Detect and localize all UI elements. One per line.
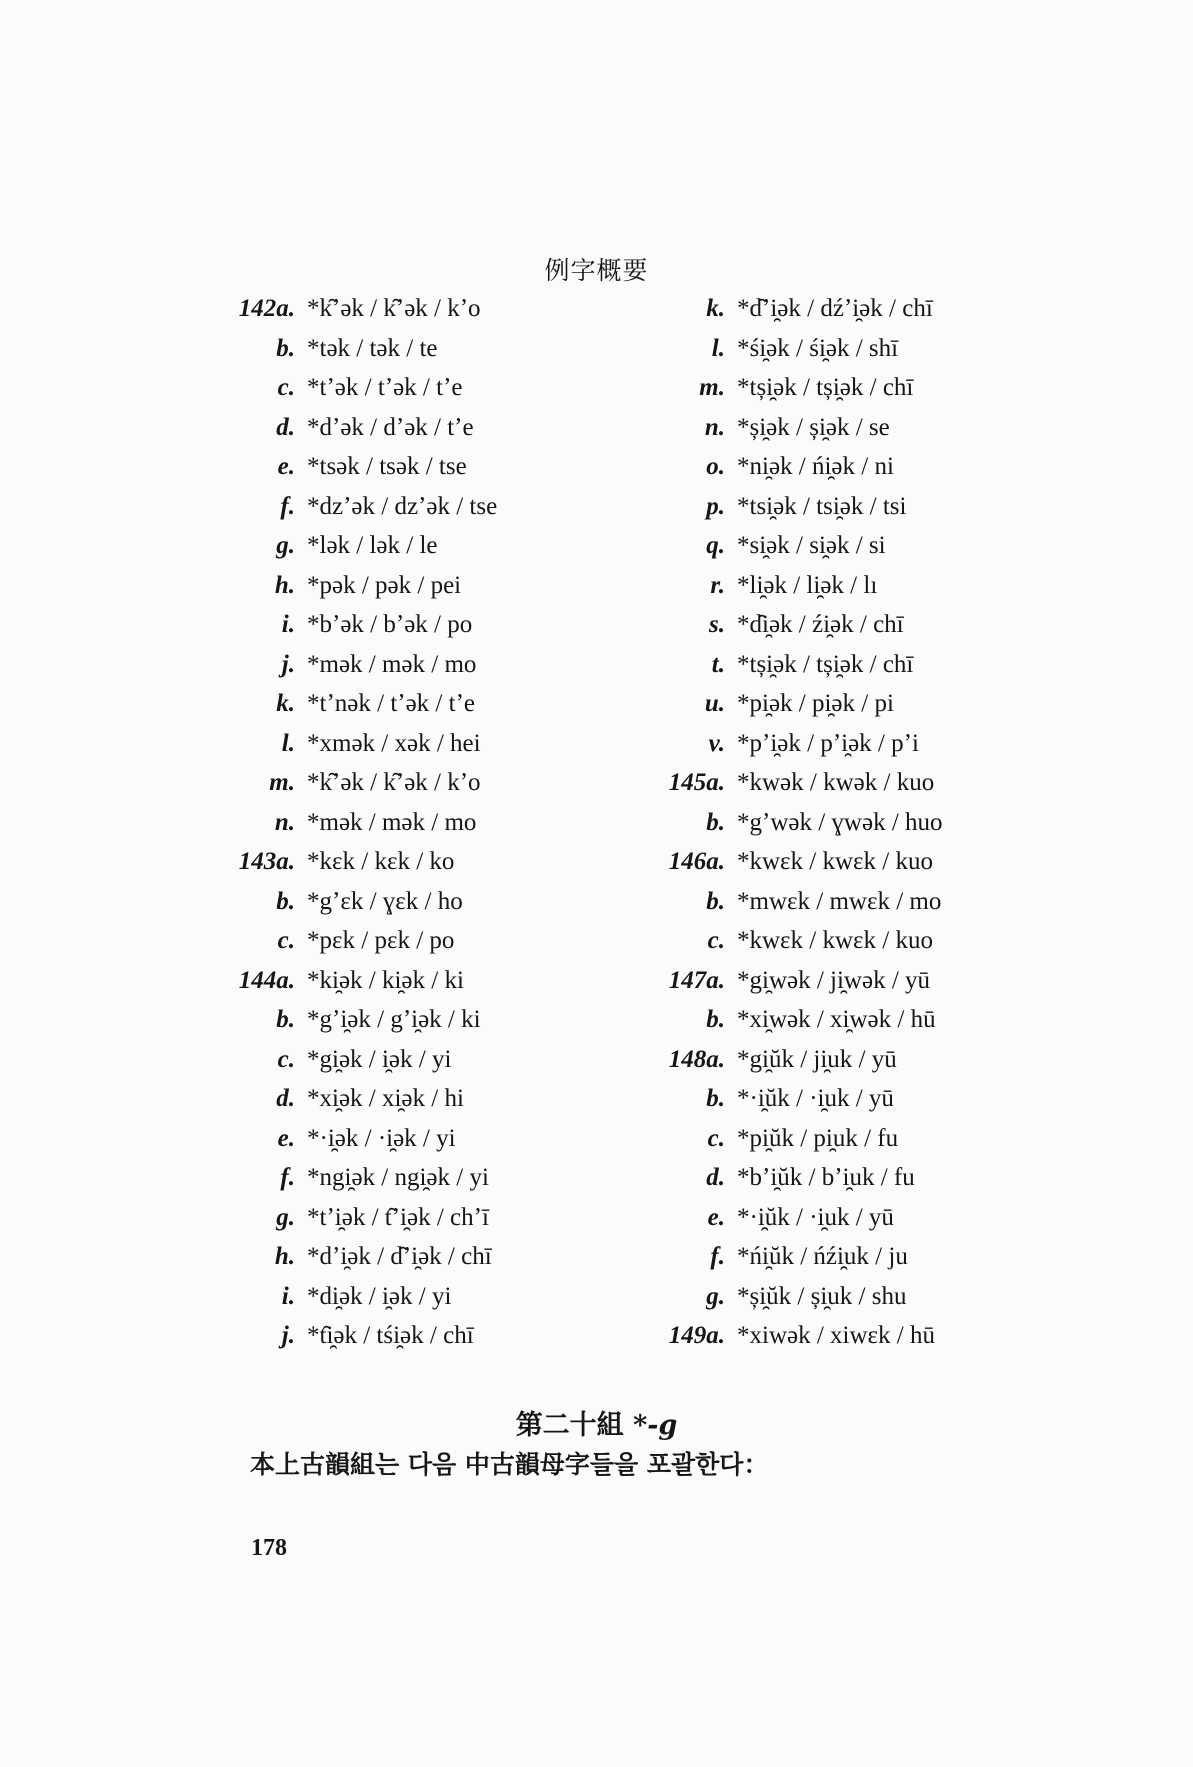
entry-label: k. — [706, 295, 725, 322]
entry-form: *mək / mək / mo — [307, 650, 477, 678]
entry-form: *·i̯ŭk / ·i̯uk / yū — [737, 1203, 894, 1231]
entry-row — [645, 644, 943, 684]
entry-form: *kwək / kwək / kuo — [737, 769, 935, 796]
entry-row — [215, 683, 497, 723]
entry-label: b. — [706, 1085, 725, 1112]
entry-form: *tʼnək / tʼək / tʼe — [307, 690, 475, 717]
entry-form: *mwɛk / mwɛk / mo — [737, 887, 942, 915]
entry-label: e. — [277, 453, 295, 480]
entry-label: b. — [276, 887, 295, 915]
entry-label: j. — [281, 1322, 295, 1349]
entry-row — [645, 1236, 943, 1276]
entry-row — [645, 762, 943, 802]
entry-form: *śi̯ək / śi̯ək / shī — [737, 334, 899, 362]
entry-row — [215, 920, 497, 960]
entry-row — [215, 1078, 497, 1118]
entry-label: c. — [277, 927, 295, 954]
entry-form: *gi̯ək / i̯ək / yi — [307, 1045, 452, 1073]
entry-row — [215, 644, 497, 684]
entry-form: *tși̯ək / tși̯ək / chī — [737, 650, 914, 678]
entry-label: u. — [704, 690, 725, 717]
entry-label: 144a. — [238, 966, 295, 994]
entry-row — [215, 288, 497, 328]
entry-form: *tsək / tsək / tse — [307, 453, 467, 480]
entry-row — [645, 920, 943, 960]
running-head: 例字概要 — [544, 256, 649, 285]
entry-row — [645, 1157, 943, 1197]
entry-form: *d̑i̯ək / źi̯ək / chī — [737, 611, 904, 638]
entry-column-left — [215, 288, 497, 1355]
entry-row — [215, 486, 497, 526]
entry-form: *xmək / xək / hei — [307, 729, 481, 757]
entry-form: *kwɛk / kwɛk / kuo — [737, 848, 933, 875]
entry-row — [645, 486, 943, 526]
entry-row — [215, 1157, 497, 1197]
entry-label: c. — [707, 1124, 725, 1152]
entry-label: f. — [280, 492, 295, 520]
entry-row — [215, 881, 497, 921]
entry-label: l. — [281, 729, 295, 757]
entry-label: n. — [704, 413, 725, 441]
entry-label: m. — [699, 374, 725, 401]
entry-label: 149a. — [668, 1322, 725, 1349]
entry-form: *dʼi̯ək / d̑ʼi̯ək / chī — [307, 1243, 492, 1270]
entry-row — [215, 407, 497, 447]
entry-label: g. — [706, 1282, 725, 1310]
entry-row — [215, 367, 497, 407]
entry-label: 146a. — [668, 848, 725, 875]
entry-label: p. — [706, 492, 725, 520]
entry-form: *și̯ŭk / și̯uk / shu — [737, 1282, 907, 1310]
entry-form: *ngi̯ək / ngi̯ək / yi — [307, 1164, 489, 1191]
entry-row — [645, 999, 943, 1039]
entry-row — [215, 1315, 497, 1355]
entry-row — [215, 328, 497, 368]
entry-form: *ni̯ək / ńi̯ək / ni — [737, 453, 894, 480]
entry-form: *gʼi̯ək / gʼi̯ək / ki — [307, 1006, 481, 1033]
entry-row — [645, 446, 943, 486]
entry-label: c. — [707, 927, 725, 954]
entry-label: i. — [281, 1282, 295, 1310]
entry-label: f. — [710, 1243, 725, 1270]
entry-form: *tʼək / tʼək / tʼe — [307, 374, 463, 401]
entry-label: 142a. — [238, 295, 295, 322]
entry-row — [645, 1197, 943, 1237]
entry-label: g. — [276, 1203, 295, 1231]
entry-row — [215, 960, 497, 1000]
entry-label: e. — [707, 1203, 725, 1231]
entry-row — [645, 723, 943, 763]
entry-form: *k̑ʼək / k̑ʼək / kʼo — [307, 295, 481, 322]
entry-label: b. — [706, 887, 725, 915]
entry-row — [215, 1236, 497, 1276]
entry-label: b. — [706, 808, 725, 836]
entry-form: *·i̯ŭk / ·i̯uk / yū — [737, 1085, 894, 1112]
entry-label: 143a. — [238, 848, 295, 875]
entry-label: d. — [276, 413, 295, 441]
entry-row — [645, 1315, 943, 1355]
entry-form: *pi̯ək / pi̯ək / pi — [737, 690, 894, 717]
entry-row — [645, 525, 943, 565]
entry-label: k. — [276, 690, 295, 717]
section-intro: 本上古韻組는 다음 中古韻母字들을 포괄한다： — [250, 1450, 769, 1479]
entry-label: h. — [274, 1243, 295, 1270]
entry-form: *dʼək / dʼək / tʼe — [307, 413, 474, 441]
entry-form: *gʼwək / ɣwək / huo — [737, 808, 943, 836]
entry-row — [645, 1276, 943, 1316]
entry-label: d. — [276, 1085, 295, 1112]
entry-row — [215, 1276, 497, 1316]
entry-label: v. — [708, 729, 725, 757]
entry-label: 148a. — [668, 1045, 725, 1073]
entry-form: *tsi̯ək / tsi̯ək / tsi — [737, 492, 907, 520]
entry-label: 147a. — [668, 966, 725, 994]
entry-form: *pək / pək / pei — [307, 571, 462, 599]
page-number: 178 — [251, 1535, 287, 1561]
entry-label: s. — [709, 611, 725, 638]
entry-label: c. — [277, 374, 295, 401]
entry-row — [645, 1078, 943, 1118]
entry-row — [215, 604, 497, 644]
entry-form: *kwɛk / kwɛk / kuo — [737, 927, 933, 954]
section-title-han: 第二十組 — [515, 1410, 624, 1441]
entry-row — [645, 841, 943, 881]
entry-row — [645, 367, 943, 407]
entry-form: *di̯ək / i̯ək / yi — [307, 1282, 452, 1310]
entry-label: b. — [276, 334, 295, 362]
entry-form: *pʼi̯ək / pʼi̯ək / pʼi — [737, 729, 919, 757]
entry-label: b. — [706, 1006, 725, 1033]
section-title-reconstruction: *-g — [633, 1410, 678, 1441]
entry-row — [215, 762, 497, 802]
entry-form: *și̯ək / și̯ək / se — [737, 413, 890, 441]
entry-label: q. — [706, 532, 725, 559]
entry-form: *pɛk / pɛk / po — [307, 927, 455, 954]
entry-form: *xi̯wək / xi̯wək / hū — [737, 1006, 936, 1033]
entry-form: *tək / tək / te — [307, 334, 438, 362]
entry-form: *bʼi̯ŭk / bʼi̯uk / fu — [737, 1164, 915, 1191]
entry-form: *ńi̯ŭk / ńźi̯uk / ju — [737, 1243, 908, 1270]
entry-row — [645, 881, 943, 921]
entry-form: *si̯ək / si̯ək / si — [737, 532, 886, 559]
entry-row — [645, 1039, 943, 1079]
entry-label: b. — [276, 1006, 295, 1033]
entry-label: l. — [711, 334, 725, 362]
entry-row — [645, 604, 943, 644]
entry-form: *kɛk / kɛk / ko — [307, 848, 455, 875]
entry-label: o. — [706, 453, 725, 480]
entry-form: *gʼɛk / ɣɛk / ho — [307, 887, 463, 915]
entry-row — [215, 525, 497, 565]
entry-form: *dzʼək / dzʼək / tse — [307, 492, 498, 520]
entry-form: *pi̯ŭk / pi̯uk / fu — [737, 1124, 899, 1152]
entry-row — [645, 328, 943, 368]
entry-form: *ki̯ək / ki̯ək / ki — [307, 966, 464, 994]
entry-form: *xiwək / xiwɛk / hū — [737, 1322, 935, 1349]
entry-label: t. — [711, 650, 725, 678]
entry-row — [215, 1118, 497, 1158]
entry-label: h. — [274, 571, 295, 599]
entry-label: f. — [280, 1164, 295, 1191]
entry-form: *lək / lək / le — [307, 532, 438, 559]
entry-row — [645, 802, 943, 842]
entry-row — [645, 565, 943, 605]
entry-label: d. — [706, 1164, 725, 1191]
entry-form: *·i̯ək / ·i̯ək / yi — [307, 1124, 456, 1152]
entry-row — [215, 1197, 497, 1237]
entry-label: e. — [277, 1124, 295, 1152]
entry-column-right — [645, 288, 943, 1355]
entry-row — [645, 1118, 943, 1158]
entry-row — [215, 565, 497, 605]
entry-form: *gi̯ŭk / ji̯uk / yū — [737, 1045, 897, 1073]
entry-form: *d̑ʼi̯ək / dźʼi̯ək / chī — [737, 295, 933, 322]
entry-row — [215, 999, 497, 1039]
entry-row — [645, 288, 943, 328]
entry-label: 145a. — [668, 769, 725, 796]
entry-row — [645, 960, 943, 1000]
entry-form: *mək / mək / mo — [307, 808, 477, 836]
entry-form: *tʼi̯ək / t̑ʼi̯ək / chʼī — [307, 1203, 489, 1231]
entry-row — [645, 683, 943, 723]
entry-label: n. — [274, 808, 295, 836]
entry-row — [645, 407, 943, 447]
entry-label: m. — [269, 769, 295, 796]
entry-label: g. — [276, 532, 295, 559]
entry-form: *gi̯wək / ji̯wək / yū — [737, 966, 931, 994]
entry-row — [215, 1039, 497, 1079]
entry-label: j. — [281, 650, 295, 678]
entry-row — [215, 802, 497, 842]
entry-form: *bʼək / bʼək / po — [307, 611, 473, 638]
entry-row — [215, 723, 497, 763]
section-title — [0, 1403, 1193, 1442]
entry-form: *xi̯ək / xi̯ək / hi — [307, 1085, 464, 1112]
entry-row — [215, 446, 497, 486]
entry-form: *li̯ək / li̯ək / lı — [737, 571, 878, 599]
entry-form: *t̑i̯ək / tśi̯ək / chī — [307, 1322, 474, 1349]
entry-row — [215, 841, 497, 881]
entry-form: *k̑ʼək / k̑ʼək / kʼo — [307, 769, 481, 796]
entry-label: i. — [281, 611, 295, 638]
entry-form: *tși̯ək / tși̯ək / chī — [737, 374, 914, 401]
entry-label: c. — [277, 1045, 295, 1073]
entry-label: r. — [710, 571, 725, 599]
